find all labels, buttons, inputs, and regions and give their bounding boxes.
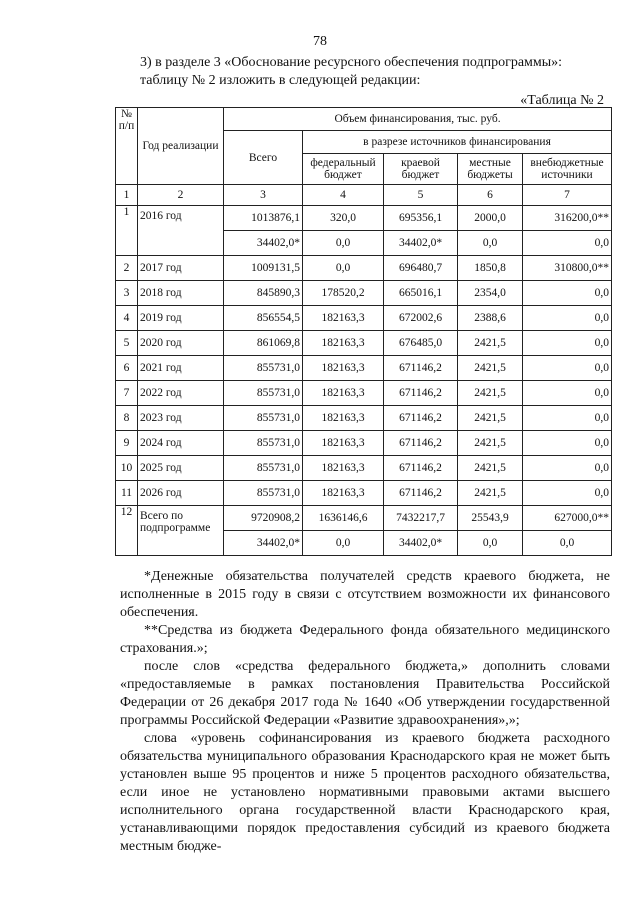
- cell-regional: 672002,6: [384, 306, 458, 331]
- cell-regional: 671146,2: [384, 431, 458, 456]
- table-total-row: [116, 506, 612, 531]
- cell-total: 855731,0: [224, 356, 303, 381]
- table-caption: «Таблица № 2: [520, 93, 604, 108]
- header-funding: Объем финансирования, тыс. руб.: [224, 108, 612, 131]
- cell-federal: 182163,3: [303, 306, 384, 331]
- cell-local: 1850,8: [458, 256, 523, 281]
- header-by-source: в разрезе источников финансирования: [303, 131, 612, 154]
- cell-federal: 320,0: [303, 206, 384, 231]
- header-local: местные бюджеты: [458, 154, 523, 185]
- column-number-row: [116, 185, 612, 206]
- cell-year: 2025 год: [138, 456, 224, 481]
- cell-extra: 0,0: [523, 456, 612, 481]
- cell-regional: 7432217,7: [384, 506, 458, 531]
- cell-extra: 0,0: [523, 531, 612, 556]
- cell-num: 4: [116, 306, 138, 331]
- cell-local: 0,0: [458, 531, 523, 556]
- header-extra: внебюджетные источники: [523, 154, 612, 185]
- cell-extra: 0,0: [523, 481, 612, 506]
- table-row: [116, 406, 612, 431]
- cell-regional: 676485,0: [384, 331, 458, 356]
- cell-federal: 178520,2: [303, 281, 384, 306]
- cell-total: 855731,0: [224, 456, 303, 481]
- cell-federal: 182163,3: [303, 481, 384, 506]
- cell-year: 2022 год: [138, 381, 224, 406]
- cell-extra: 627000,0**: [523, 506, 612, 531]
- cell-num: 7: [116, 381, 138, 406]
- cell-extra: 0,0: [523, 406, 612, 431]
- cell-year: 2024 год: [138, 431, 224, 456]
- cell-regional: 671146,2: [384, 406, 458, 431]
- cell-federal: 182163,3: [303, 406, 384, 431]
- cell-regional: 696480,7: [384, 256, 458, 281]
- cell-federal: 0,0: [303, 256, 384, 281]
- header-federal: федеральный бюджет: [303, 154, 384, 185]
- cell-total: 855731,0: [224, 431, 303, 456]
- cell-total: 845890,3: [224, 281, 303, 306]
- cell-regional: 671146,2: [384, 356, 458, 381]
- col-number: 3: [224, 185, 303, 206]
- col-number: 6: [458, 185, 523, 206]
- cell-year: 2023 год: [138, 406, 224, 431]
- table-row: [116, 456, 612, 481]
- cell-num: 12: [116, 506, 138, 556]
- cell-regional: 695356,1: [384, 206, 458, 231]
- cell-regional: 34402,0*: [384, 231, 458, 256]
- intro-line-2: таблицу № 2 изложить в следующей редакции:: [140, 73, 421, 88]
- cell-extra: 310800,0**: [523, 256, 612, 281]
- cell-regional: 34402,0*: [384, 531, 458, 556]
- cell-local: 2421,5: [458, 456, 523, 481]
- cell-local: 2421,5: [458, 381, 523, 406]
- cell-total: 855731,0: [224, 481, 303, 506]
- cell-regional: 671146,2: [384, 456, 458, 481]
- cell-regional: 665016,1: [384, 281, 458, 306]
- cell-year: 2018 год: [138, 281, 224, 306]
- footnote-1: *Денежные обязательства получателей средств краевого бюджета, не исполненные в 2015 году в связи с отсутствием возможности их финансового обеспечения.: [120, 569, 610, 620]
- cell-total: 34402,0*: [224, 531, 303, 556]
- cell-local: 25543,9: [458, 506, 523, 531]
- intro-text: [140, 54, 600, 90]
- cell-num: 3: [116, 281, 138, 306]
- header-year: Год реализации: [138, 108, 224, 185]
- header-num: № п/п: [116, 108, 138, 185]
- cell-extra: 0,0: [523, 431, 612, 456]
- cell-local: 2421,5: [458, 331, 523, 356]
- cell-num: 8: [116, 406, 138, 431]
- cell-federal: 0,0: [303, 531, 384, 556]
- table-row: [116, 206, 612, 231]
- cell-num: 2: [116, 256, 138, 281]
- col-number: 4: [303, 185, 384, 206]
- cell-federal: 182163,3: [303, 456, 384, 481]
- cell-regional: 671146,2: [384, 381, 458, 406]
- col-number: 1: [116, 185, 138, 206]
- footnote-2: **Средства из бюджета Федерального фонда обязательного медицинского страхования.»;: [120, 623, 610, 656]
- cell-year: 2020 год: [138, 331, 224, 356]
- cell-total: 1013876,1: [224, 206, 303, 231]
- cell-federal: 182163,3: [303, 356, 384, 381]
- cell-num: 10: [116, 456, 138, 481]
- cell-total: 34402,0*: [224, 231, 303, 256]
- table-row: [116, 281, 612, 306]
- cell-local: 2421,5: [458, 406, 523, 431]
- financing-table: [115, 107, 612, 556]
- cell-year: 2017 год: [138, 256, 224, 281]
- cell-local: 2421,5: [458, 481, 523, 506]
- notes-section: [120, 568, 610, 856]
- cell-federal: 0,0: [303, 231, 384, 256]
- cell-extra: 0,0: [523, 281, 612, 306]
- cell-federal: 1636146,6: [303, 506, 384, 531]
- cell-local: 2000,0: [458, 206, 523, 231]
- cell-total: 9720908,2: [224, 506, 303, 531]
- cell-local: 2421,5: [458, 431, 523, 456]
- col-number: 7: [523, 185, 612, 206]
- cell-regional: 671146,2: [384, 481, 458, 506]
- paragraph-amendment-1: после слов «средства федерального бюджета,» дополнить словами «предоставляемые в рамках постановления Правительства Российской Федерации от 26 декабря 2017 года № 1640 «Об утверждении государственной программы Российской Федерации «Развитие здравоохранения»,»;: [120, 659, 610, 728]
- intro-line-1: 3) в разделе 3 «Обоснование ресурсного обеспечения подпрограммы»:: [140, 55, 563, 70]
- cell-local: 2421,5: [458, 356, 523, 381]
- cell-extra: 316200,0**: [523, 206, 612, 231]
- page-number: 78: [313, 34, 327, 49]
- cell-extra: 0,0: [523, 231, 612, 256]
- cell-num: 11: [116, 481, 138, 506]
- cell-extra: 0,0: [523, 356, 612, 381]
- table-row: [116, 306, 612, 331]
- cell-federal: 182163,3: [303, 381, 384, 406]
- cell-year: 2026 год: [138, 481, 224, 506]
- table-row: [116, 331, 612, 356]
- cell-total: 856554,5: [224, 306, 303, 331]
- table-row: [116, 481, 612, 506]
- table-row: [116, 381, 612, 406]
- cell-year: 2021 год: [138, 356, 224, 381]
- cell-federal: 182163,3: [303, 431, 384, 456]
- cell-extra: 0,0: [523, 306, 612, 331]
- cell-year: 2019 год: [138, 306, 224, 331]
- col-number: 5: [384, 185, 458, 206]
- cell-num: 5: [116, 331, 138, 356]
- paragraph-amendment-2: слова «уровень софинансирования из краевого бюджета расходного обязательства муниципального образования Краснодарского края не может быть установлен выше 95 процентов и ниже 5 процентов расходного обязательства, если иное не установлено нормативными правовыми актами высшего исполнительного органа государственной власти Краснодарского края, устанавливающими порядок предоставления субсидий из краевого бюджета местным бюдже-: [120, 731, 610, 854]
- cell-num: 6: [116, 356, 138, 381]
- cell-local: 2354,0: [458, 281, 523, 306]
- col-number: 2: [138, 185, 224, 206]
- table-row: [116, 256, 612, 281]
- cell-num: 9: [116, 431, 138, 456]
- table-row: [116, 431, 612, 456]
- cell-year: 2016 год: [138, 206, 224, 256]
- cell-local: 2388,6: [458, 306, 523, 331]
- cell-extra: 0,0: [523, 331, 612, 356]
- cell-num: 1: [116, 206, 138, 256]
- cell-federal: 182163,3: [303, 331, 384, 356]
- cell-total: 1009131,5: [224, 256, 303, 281]
- cell-extra: 0,0: [523, 381, 612, 406]
- cell-total-label: Всего по подпрограмме: [138, 506, 224, 556]
- table-row: [116, 356, 612, 381]
- cell-local: 0,0: [458, 231, 523, 256]
- cell-total: 855731,0: [224, 381, 303, 406]
- cell-total: 861069,8: [224, 331, 303, 356]
- cell-total: 855731,0: [224, 406, 303, 431]
- header-regional: краевой бюджет: [384, 154, 458, 185]
- header-total: Всего: [224, 131, 303, 185]
